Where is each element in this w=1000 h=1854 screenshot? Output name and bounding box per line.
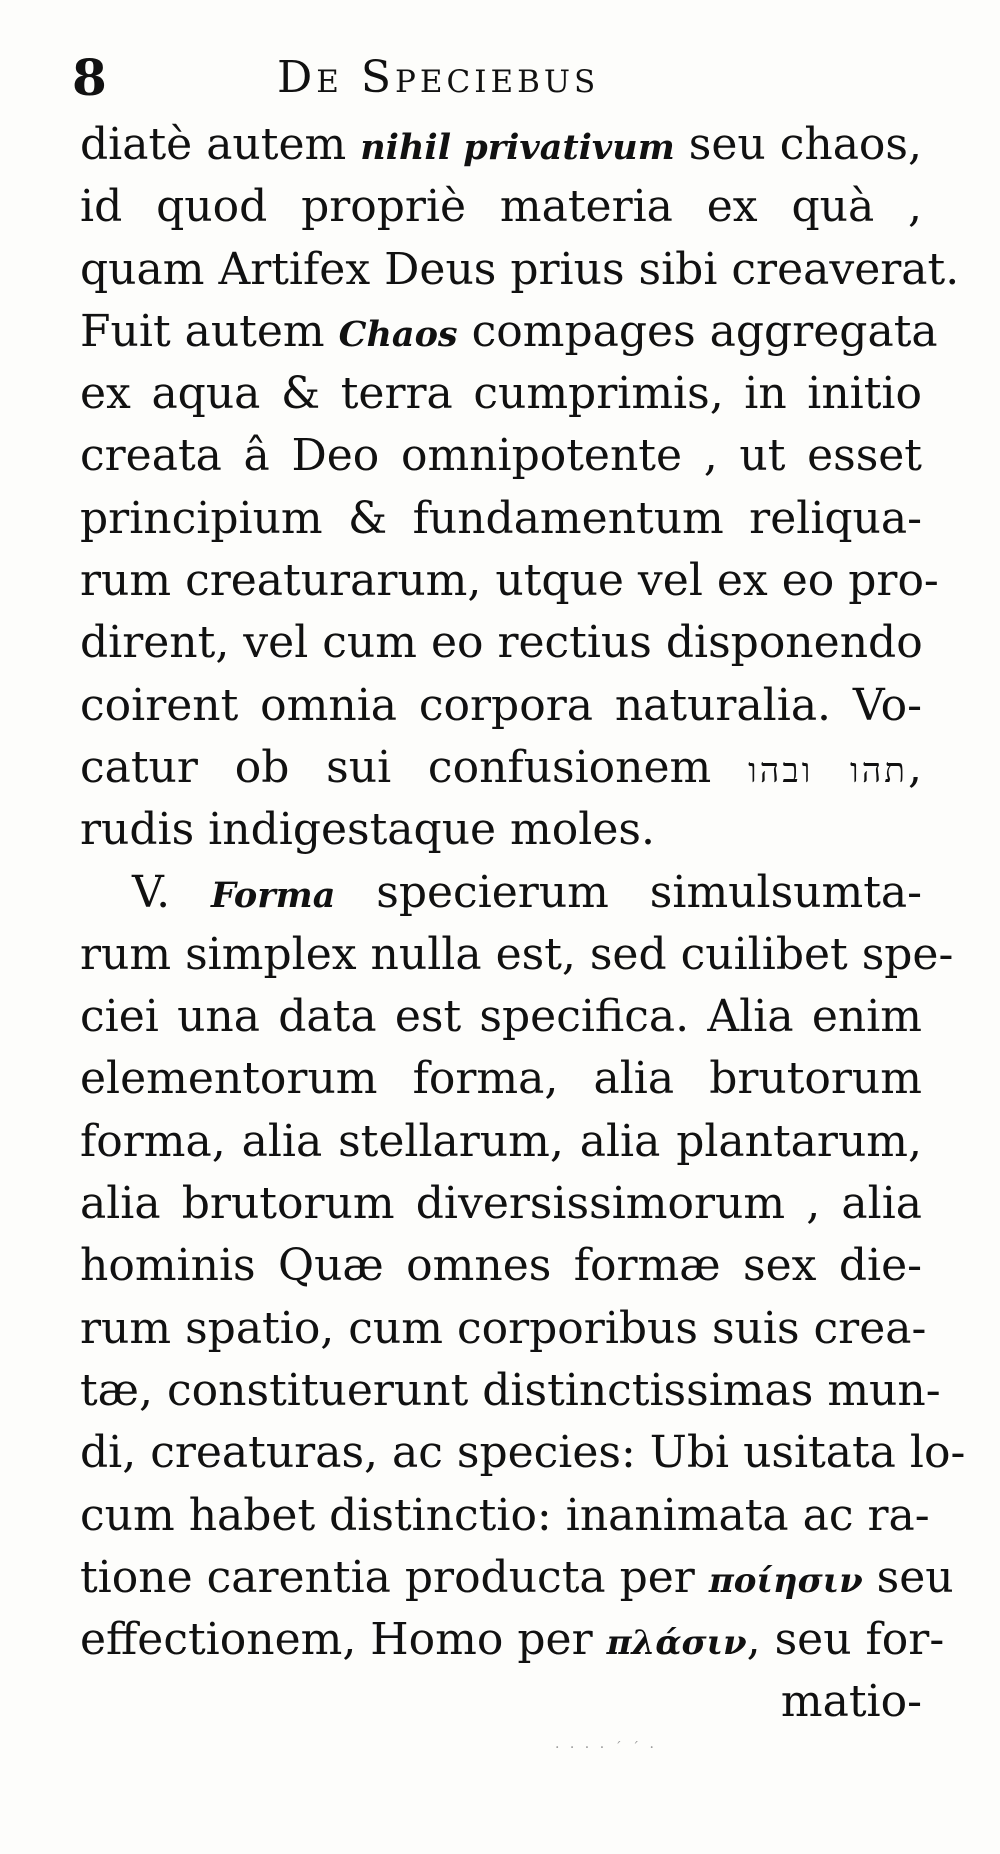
text-segment: di, creaturas, ac species: Ubi usitata lo- — [80, 1427, 966, 1479]
page-number: 8 — [72, 48, 107, 107]
text-line — [80, 986, 922, 1048]
text-segment: alia brutorum diversissimorum , alia — [80, 1178, 922, 1230]
text-segment: Fuit autem — [80, 305, 339, 357]
text-line — [80, 1048, 922, 1110]
text-segment: id quod propriè materia ex quà , — [80, 181, 922, 233]
text-line — [80, 1111, 922, 1173]
text-segment: tæ, constituerunt distinctissimas mun- — [80, 1364, 941, 1416]
text-line — [80, 1609, 945, 1671]
text-line — [80, 363, 922, 425]
text-segment: rum simplex nulla est, sed cuilibet spe- — [80, 928, 954, 980]
text-segment: principium & fundamentum reliqua- — [80, 492, 922, 544]
text-segment: rudis indigestaque moles. — [80, 804, 655, 856]
text-segment: seu chaos, — [674, 119, 922, 170]
text-segment: ex aqua & terra cumprimis, in initio — [80, 368, 922, 420]
italic-term: Chaos — [338, 313, 458, 355]
greek-term: πλάσιν — [606, 1623, 747, 1664]
text-segment: catur ob sui confusionem — [80, 741, 749, 793]
text-line — [80, 1547, 954, 1609]
text-segment: , seu for- — [746, 1614, 945, 1666]
print-specks: · · · · ˊ ˊ · — [555, 1740, 657, 1756]
text-line — [80, 550, 939, 612]
text-segment: V. — [132, 866, 211, 918]
text-line — [80, 862, 922, 924]
text-line — [80, 924, 954, 986]
running-head: De Speciebus — [277, 52, 600, 103]
text-segment: specierum simulsumta- — [335, 866, 922, 918]
text-segment: creata â Deo omnipotente , ut esset — [80, 430, 922, 482]
text-line — [80, 425, 922, 487]
text-line — [80, 1422, 966, 1484]
text-segment: effectionem, Homo per — [80, 1614, 607, 1666]
text-segment: rum creaturarum, utque vel ex eo pro- — [80, 555, 939, 607]
text-line — [80, 301, 938, 363]
text-segment: , — [908, 741, 923, 793]
italic-term: nihil privativum — [360, 127, 675, 168]
text-segment: dirent, vel cum eo rectius disponendo — [80, 617, 923, 669]
text-line — [80, 799, 922, 861]
text-line — [80, 675, 922, 737]
text-segment: compages aggregata — [457, 305, 938, 357]
text-segment: ciei una data est specifica. Alia enim — [80, 991, 922, 1043]
text-segment: forma, alia stellarum, alia plantarum, — [80, 1115, 922, 1167]
text-line — [80, 1298, 927, 1360]
text-line — [80, 488, 922, 550]
greek-term: ποίησιν — [708, 1560, 863, 1601]
text-segment: coirent omnia corpora naturalia. Vo- — [80, 679, 922, 731]
text-line — [80, 114, 922, 176]
text-line — [80, 1671, 922, 1733]
text-segment: seu — [862, 1551, 954, 1603]
text-line — [80, 1235, 922, 1297]
text-segment: tione carentia producta per — [80, 1551, 709, 1603]
text-segment: diatè autem — [80, 119, 361, 170]
body-text — [80, 114, 966, 1734]
text-segment: rum spatio, cum corporibus suis crea- — [80, 1302, 927, 1354]
text-segment: cum habet distinctio: inanimata ac ra- — [80, 1489, 930, 1541]
text-segment: quam Artifex Deus prius sibi creaverat. — [80, 243, 960, 295]
page-header — [72, 48, 932, 108]
italic-term: Forma — [210, 874, 336, 916]
text-line — [80, 737, 922, 799]
text-line — [80, 239, 960, 301]
hebrew-term: תהו ובהו — [748, 750, 909, 791]
text-line — [80, 176, 922, 238]
text-line — [80, 1485, 930, 1547]
text-segment: elementorum forma, alia brutorum — [80, 1053, 922, 1105]
text-line — [80, 612, 922, 674]
text-line — [80, 1173, 922, 1235]
text-segment: hominis Quæ omnes formæ sex die- — [80, 1240, 922, 1292]
text-line — [80, 1360, 941, 1422]
text-segment: matio- — [780, 1676, 922, 1728]
